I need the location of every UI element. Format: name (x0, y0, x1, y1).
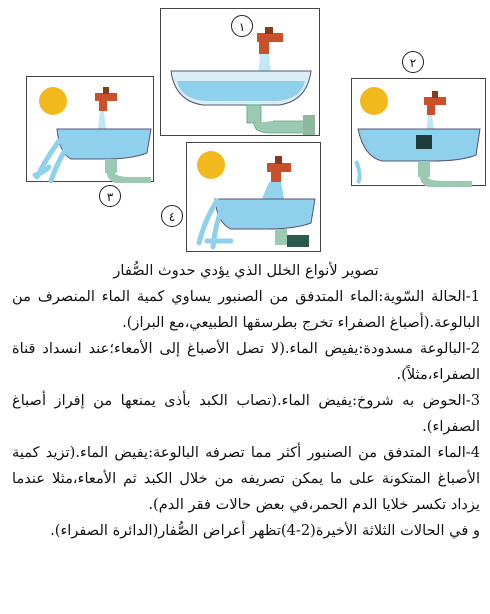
cracked-basin-drawing (27, 77, 155, 183)
item-normal-state: 1-الحالة السّوية:الماء المتدفق من الصنبور يساوي كمية الماء المنصرف من البالوعة.(أصباغ الصفراء تخرج بطرسقها الطبيعي،مع البراز). (12, 288, 480, 331)
badge-number-1: ١ (231, 15, 253, 37)
blocked-drain-drawing (352, 79, 487, 187)
badge-number-2: ٢ (402, 51, 424, 73)
explanation-text (12, 258, 480, 544)
item-excess-inflow: 4-الماء المتدفق من الصنبور أكثر مما تصرفه البالوعة:يفيض الماء.(تزيد كمية الأصباغ المتكونة على ما يمكن تصريفه من خلال الكبد ثم الأمعاء،مثلا عندما يزداد تكسر خلايا الدم الحمر،في بعض حالات فقر الدم). (12, 444, 480, 513)
panel-normal-sink (160, 8, 320, 136)
panel-excess-inflow (168, 142, 321, 252)
excess-inflow-drawing (187, 143, 322, 253)
panel-cracked-basin (26, 76, 154, 204)
sink-illustration (18, 6, 486, 256)
figure-caption: تصوير لأنواع الخلل الذي يؤدي حدوث الصُّفار (113, 262, 379, 279)
item-cracked-basin: 3-الحوض به شروخ:يفيض الماء.(تصاب الكبد بأذى يمنعها من إفراز أصباغ الصفراء). (12, 392, 480, 435)
item-conclusion: و في الحالات الثلاثة الأخيرة(2-4)تظهر أعراض الصُّفار(الدائرة الصفراء). (50, 522, 480, 539)
panel-blocked-drain (351, 56, 486, 186)
badge-number-4: ٤ (161, 205, 183, 227)
item-blocked-drain: 2-البالوعة مسدودة:يفيض الماء.(لا تصل الأصباغ إلى الأمعاء؛عند انسداد قناة الصفراء،مثلاً). (12, 340, 480, 383)
badge-number-3: ٣ (99, 185, 121, 207)
